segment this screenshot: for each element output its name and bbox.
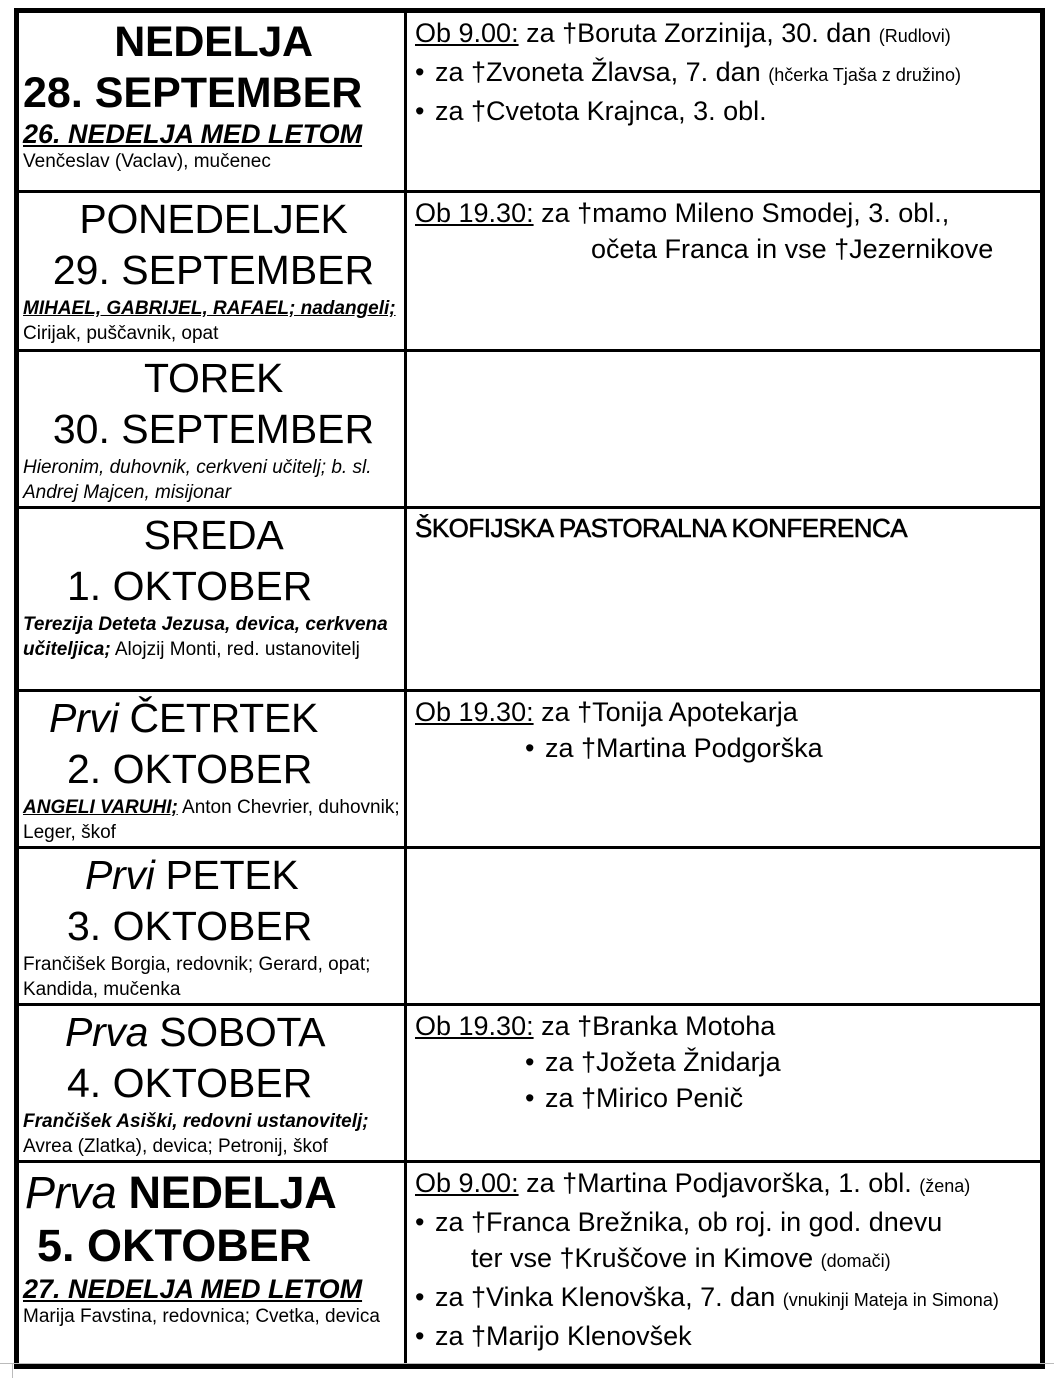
mass-requester: (žena)	[919, 1176, 971, 1196]
day-cell	[19, 1163, 407, 1364]
bullet-icon: •	[415, 1282, 425, 1312]
event-title: ŠKOFIJSKA PASTORALNA KONFERENCA	[415, 513, 908, 543]
bullet-icon: •	[525, 1083, 535, 1113]
mass-time: Ob 9.00:	[415, 1168, 519, 1198]
mass-intention: za †mamo Mileno Smodej, 3. obl.,	[533, 198, 950, 228]
day-name: NEDELJA	[114, 18, 313, 66]
mass-line	[415, 730, 1040, 766]
day-name-text: SOBOTA	[159, 1009, 326, 1055]
day-date: 28. SEPTEMBER	[23, 69, 363, 117]
saints-of-day	[23, 1109, 404, 1159]
mass-intention: za †Martina Podjavorška, 1. obl.	[518, 1168, 920, 1198]
saints-of-day: Venčeslav (Vaclav), mučenec	[23, 151, 271, 172]
day-row-friday-3-oct	[19, 846, 1040, 1003]
mass-line	[415, 1318, 1040, 1354]
saints-feast-highlight: Frančišek Asiški, redovni ustanovitelj;	[23, 1111, 369, 1132]
bullet-icon: •	[415, 96, 425, 126]
page-edge-line	[0, 1363, 1054, 1364]
saints-plain: Avrea (Zlatka), devica; Petronij, škof	[23, 1136, 328, 1157]
saints-of-day: Frančišek Borgia, redovnik; Gerard, opat; Kandida, mučenka	[23, 954, 371, 1000]
mass-line	[415, 1008, 1040, 1044]
mass-time: Ob 19.30:	[415, 1011, 534, 1041]
bullet-icon: •	[415, 1321, 425, 1351]
saints-plain: Cirijak, puščavnik, opat	[23, 323, 219, 344]
mass-line	[415, 1279, 1040, 1318]
saints-of-day	[23, 296, 404, 346]
day-date: 3. OKTOBER	[67, 903, 313, 949]
saints-feast-highlight: Terezija Deteta Jezusa, devica, cerkvena učiteljica;	[23, 614, 388, 660]
mass-intention: za †Marijo Klenovšek	[435, 1321, 692, 1351]
day-name	[23, 1007, 404, 1058]
mass-line	[415, 1204, 1040, 1240]
mass-intentions	[407, 1006, 1040, 1160]
saints-feast-highlight: MIHAEL, GABRIJEL, RAFAEL; nadangeli;	[23, 298, 396, 319]
mass-time: Ob 19.30:	[415, 198, 534, 228]
saints-of-day: Marija Favstina, redovnica; Cvetka, devica	[23, 1306, 380, 1327]
day-cell	[19, 13, 407, 190]
mass-line	[415, 54, 1040, 93]
day-date: 29. SEPTEMBER	[52, 247, 375, 293]
feast-title: 27. NEDELJA MED LETOM	[23, 1274, 363, 1304]
mass-line	[415, 1044, 1040, 1080]
mass-line	[415, 195, 1040, 231]
day-row-saturday-4-oct	[19, 1003, 1040, 1160]
mass-intention: za †Branka Motoha	[533, 1011, 776, 1041]
mass-requester: (Rudlovi)	[878, 26, 951, 46]
mass-line-continued	[415, 231, 1040, 267]
day-row-sunday-5-oct	[19, 1160, 1040, 1364]
mass-line	[415, 15, 1040, 54]
mass-intention: za †Cvetota Krajnca, 3. obl.	[435, 96, 767, 126]
mass-intention: za †Martina Podgorška	[545, 733, 823, 763]
mass-intention: očeta Franca in vse †Jezernikove	[591, 234, 994, 264]
mass-requester: (hčerka Tjaša z družino)	[768, 65, 961, 85]
mass-intentions	[407, 193, 1040, 349]
day-date: 1. OKTOBER	[67, 563, 313, 609]
mass-line	[415, 694, 1040, 730]
mass-time: Ob 9.00:	[415, 18, 519, 48]
mass-intention: za †Vinka Klenovška, 7. dan	[435, 1282, 783, 1312]
mass-time: Ob 19.30:	[415, 697, 534, 727]
mass-intention: za †Zvoneta Žlavsa, 7. dan	[435, 57, 769, 87]
mass-intention: za †Boruta Zorzinija, 30. dan	[518, 18, 879, 48]
day-row-tuesday-30-sep	[19, 349, 1040, 506]
day-prefix: Prva	[25, 1167, 117, 1218]
mass-intention: za †Franca Brežnika, ob roj. in god. dnevu	[435, 1207, 943, 1237]
mass-line	[415, 1080, 1040, 1116]
day-row-sunday-28-sep	[19, 13, 1040, 190]
day-name: PONEDELJEK	[79, 196, 348, 242]
day-cell	[19, 193, 407, 349]
mass-intention: za †Mirico Penič	[545, 1083, 744, 1113]
mass-intentions	[407, 849, 1040, 1003]
bullet-icon: •	[415, 1207, 425, 1237]
saints-plain: Anton Chevrier, duhovnik; Leger, škof	[23, 797, 400, 843]
day-prefix: Prvi	[49, 695, 119, 741]
mass-intentions	[407, 1163, 1040, 1364]
day-cell	[19, 692, 407, 846]
saints-of-day: Hieronim, duhovnik, cerkveni učitelj; b. sl. Andrej Majcen, misijonar	[23, 457, 372, 503]
mass-intention: za †Tonija Apotekarja	[533, 697, 798, 727]
day-prefix: Prvi	[85, 852, 155, 898]
mass-intentions	[407, 352, 1040, 506]
saints-plain: Alojzij Monti, red. ustanovitelj	[110, 639, 360, 660]
mass-line	[415, 93, 1040, 129]
day-cell	[19, 509, 407, 689]
day-date: 30. SEPTEMBER	[52, 406, 375, 452]
mass-line-continued	[415, 1240, 1040, 1279]
day-row-wednesday-1-oct	[19, 506, 1040, 689]
bullet-icon: •	[525, 733, 535, 763]
day-row-thursday-2-oct	[19, 689, 1040, 846]
mass-intention: ter vse †Kruščove in Kimove	[471, 1243, 821, 1273]
day-name-text: PETEK	[165, 852, 299, 898]
day-date: 5. OKTOBER	[37, 1220, 312, 1271]
mass-intentions	[407, 509, 1040, 689]
day-cell	[19, 1006, 407, 1160]
saints-of-day	[23, 612, 404, 662]
feast-title: 26. NEDELJA MED LETOM	[23, 119, 363, 149]
page-edge-line	[12, 1363, 13, 1378]
day-row-monday-29-sep	[19, 190, 1040, 349]
day-name	[23, 1167, 404, 1218]
mass-intentions	[407, 692, 1040, 846]
mass-requester: (vnukinji Mateja in Simona)	[782, 1290, 999, 1310]
bullet-icon: •	[525, 1047, 535, 1077]
day-name	[23, 693, 404, 744]
day-prefix: Prva	[65, 1009, 149, 1055]
day-cell	[19, 849, 407, 1003]
day-cell	[19, 352, 407, 506]
day-name-text: ČETRTEK	[129, 695, 319, 741]
day-name-text: NEDELJA	[128, 1167, 337, 1218]
saints-of-day	[23, 795, 404, 845]
day-name	[23, 850, 404, 901]
bullet-icon: •	[415, 57, 425, 87]
mass-schedule-table	[14, 8, 1045, 1369]
day-name: TOREK	[144, 355, 283, 401]
saints-feast-highlight: ANGELI VARUHI;	[23, 797, 178, 818]
day-date: 2. OKTOBER	[67, 746, 313, 792]
day-name: SREDA	[143, 512, 284, 558]
day-date: 4. OKTOBER	[67, 1060, 313, 1106]
mass-intention: za †Jožeta Žnidarja	[545, 1047, 781, 1077]
mass-intentions	[407, 13, 1040, 190]
mass-requester: (domači)	[820, 1251, 891, 1271]
mass-line	[415, 1165, 1040, 1204]
